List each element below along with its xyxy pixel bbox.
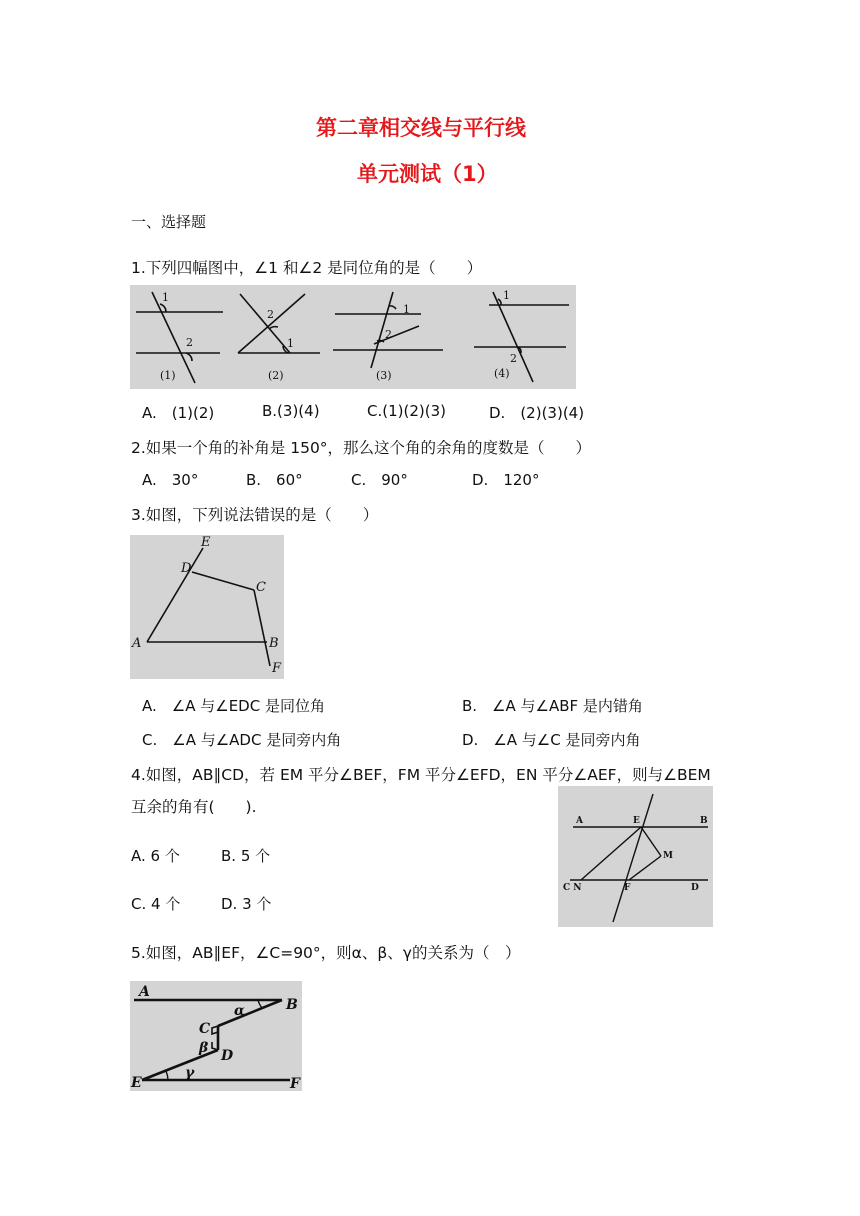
question-5-stem: 5.如图，AB∥EF，∠C=90°，则α、β、γ的关系为（ ）: [131, 944, 521, 962]
q3-label-a: A: [132, 636, 142, 651]
question-3-option-b: B. ∠A 与∠ABF 是内错角: [462, 697, 643, 715]
section-heading: 一、选择题: [131, 213, 207, 231]
q1-fig-caption: (3): [376, 369, 392, 382]
question-3-option-d: D. ∠A 与∠C 是同旁内角: [462, 731, 641, 749]
page-subtitle: 单元测试（1）: [357, 162, 498, 186]
q1-fig-label: 2: [510, 352, 517, 365]
question-4-stem-line-2: 互余的角有( ).: [131, 798, 257, 816]
q5-label-gamma: γ: [185, 1065, 195, 1081]
q4-label-m: M: [663, 851, 673, 861]
q4-label-e: E: [633, 816, 640, 826]
q1-fig-label: 1: [403, 303, 410, 316]
q5-label-d: D: [221, 1048, 234, 1064]
question-2-option-c: C. 90°: [351, 471, 408, 489]
q5-label-a: A: [139, 984, 150, 1000]
question-3-option-a: A. ∠A 与∠EDC 是同位角: [142, 697, 325, 715]
question-2-option-a: A. 30°: [142, 471, 199, 489]
q5-label-c: C: [199, 1021, 211, 1037]
q1-fig-label: 2: [267, 308, 274, 321]
question-5-figure: [130, 981, 302, 1091]
q3-label-b: B: [269, 636, 279, 651]
q1-fig-label: 2: [385, 328, 392, 341]
question-1-figure: [130, 285, 576, 389]
q5-label-e: E: [131, 1075, 142, 1091]
q4-label-a: A: [576, 816, 583, 826]
q1-fig-label: 2: [186, 336, 193, 349]
question-1-option-d: D. (2)(3)(4): [489, 404, 585, 422]
question-2-option-b: B. 60°: [246, 471, 303, 489]
question-4-option-d: D. 3 个: [221, 895, 272, 913]
q4-label-b: B: [700, 816, 708, 826]
question-4-option-b: B. 5 个: [221, 847, 271, 865]
q5-label-beta: β: [199, 1040, 209, 1056]
q4-label-d: D: [691, 883, 699, 893]
question-1-option-b: B.(3)(4): [262, 402, 320, 420]
question-2-stem: 2.如果一个角的补角是 150°，那么这个角的余角的度数是（ ）: [131, 439, 592, 457]
question-4-figure: [558, 786, 713, 927]
question-1-option-c: C.(1)(2)(3): [367, 402, 446, 420]
q1-fig-caption: (2): [268, 369, 284, 382]
page-title: 第二章相交线与平行线: [316, 116, 526, 140]
question-4-stem-line-1: 4.如图，AB∥CD，若 EM 平分∠BEF，FM 平分∠EFD，EN 平分∠AEF，则与∠BEM: [131, 766, 711, 784]
q4-label-cn: C N: [563, 883, 582, 893]
q4-label-f: F: [624, 883, 631, 893]
q3-label-e: E: [201, 535, 211, 550]
q3-label-c: C: [256, 580, 266, 595]
q3-label-f: F: [272, 661, 282, 676]
q1-fig-caption: (4): [494, 367, 510, 380]
q1-fig-caption: (1): [160, 369, 176, 382]
q1-fig-label: 1: [503, 289, 510, 302]
q5-label-b: B: [286, 997, 298, 1013]
q5-label-alpha: α: [234, 1003, 245, 1019]
question-4-option-c: C. 4 个: [131, 895, 181, 913]
question-3-figure: [130, 535, 284, 679]
q1-fig-label: 1: [287, 337, 294, 350]
question-3-stem: 3.如图，下列说法错误的是（ ）: [131, 506, 379, 524]
question-1-stem: 1.下列四幅图中，∠1 和∠2 是同位角的是（ ）: [131, 259, 483, 277]
q1-fig-label: 1: [162, 291, 169, 304]
question-4-option-a: A. 6 个: [131, 847, 180, 865]
question-3-option-c: C. ∠A 与∠ADC 是同旁内角: [142, 731, 342, 749]
q5-label-f: F: [290, 1076, 300, 1091]
question-2-option-d: D. 120°: [472, 471, 540, 489]
question-1-option-a: A. (1)(2): [142, 404, 215, 422]
q3-label-d: D: [181, 561, 192, 576]
